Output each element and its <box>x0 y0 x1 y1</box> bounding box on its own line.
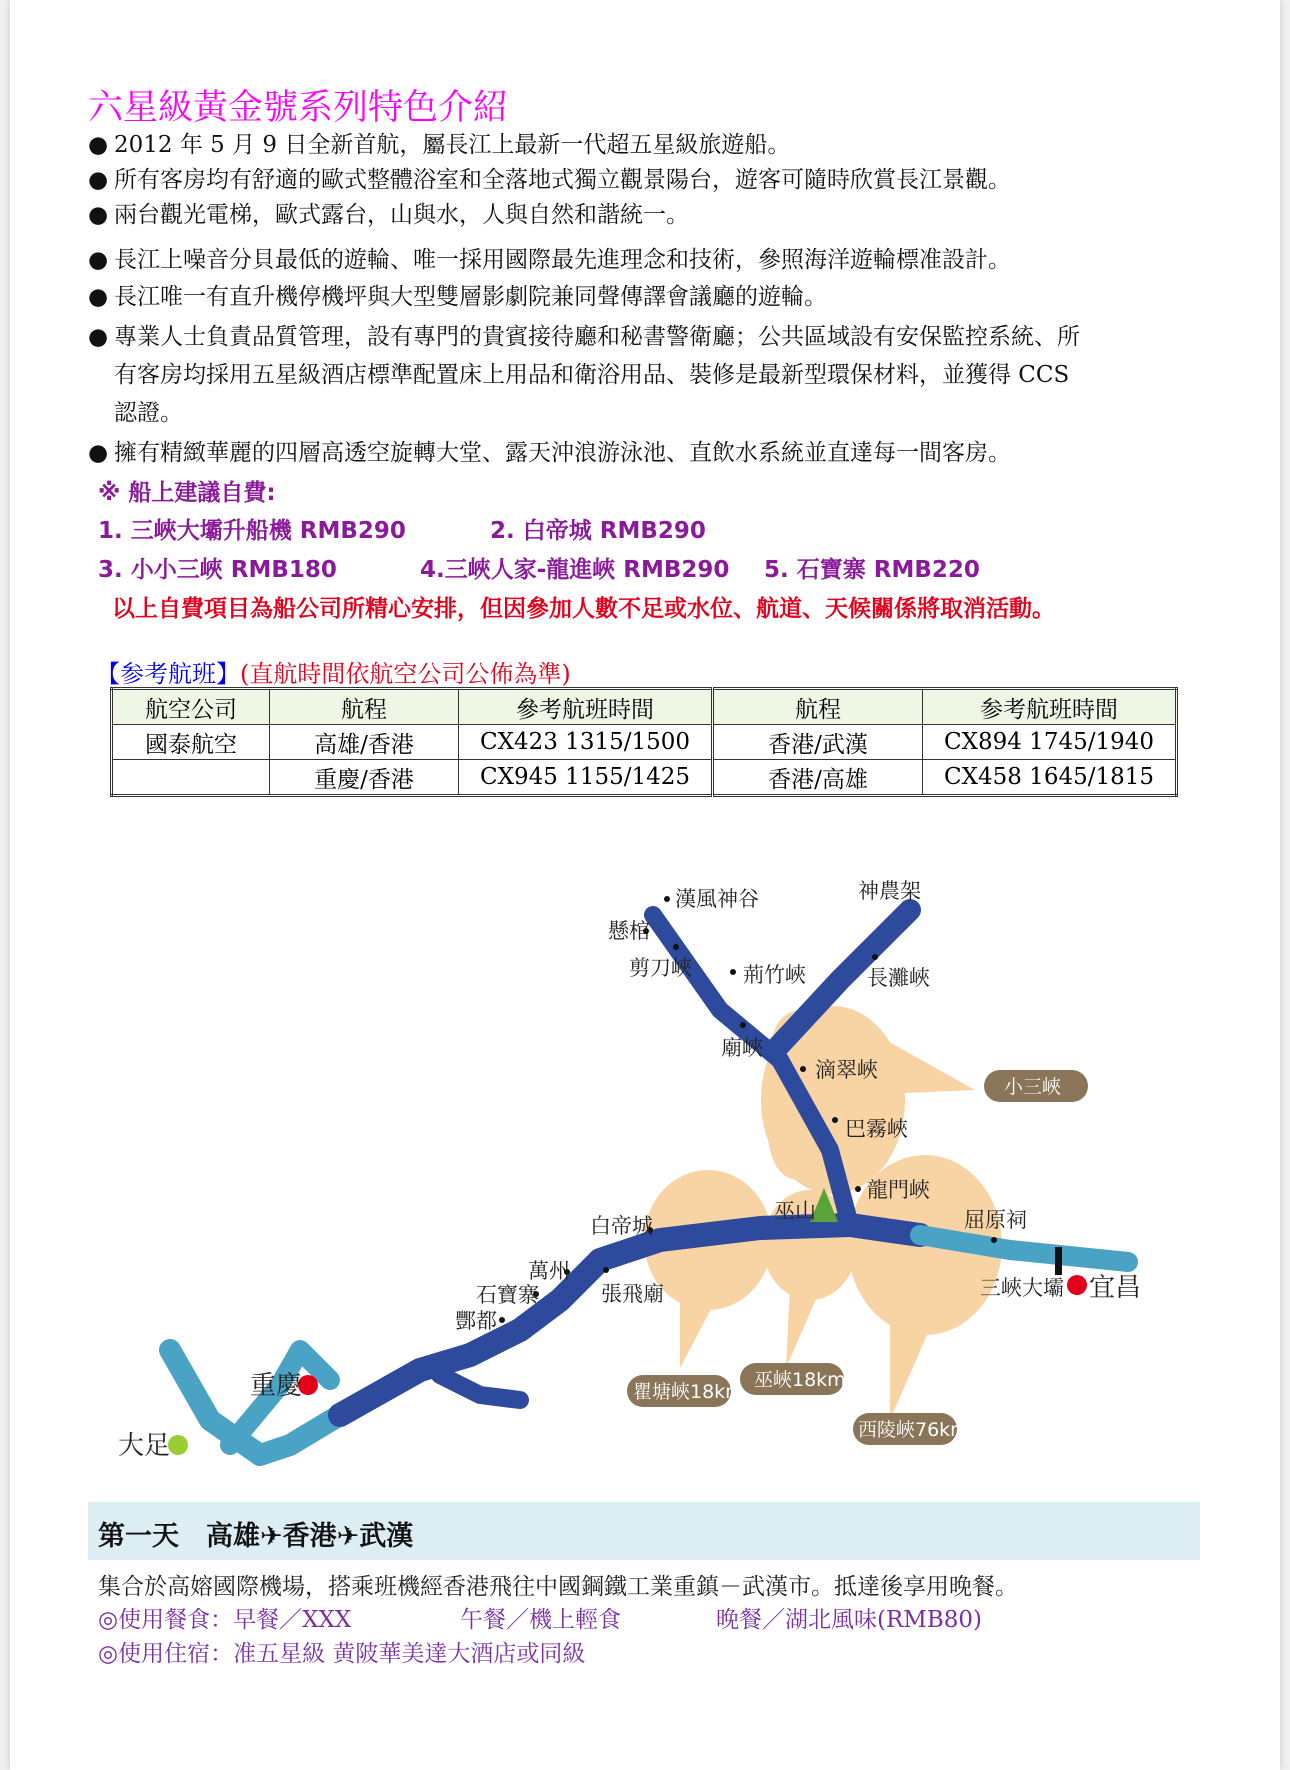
flights-heading: 【参考航班】(直航時間依航空公司公佈為準) <box>96 660 571 688</box>
table-cell: 國泰航空 <box>112 725 270 760</box>
place-dot <box>603 1267 609 1273</box>
table-cell: 香港/高雄 <box>713 760 923 796</box>
day-description: 集合於高嫆國際機場，搭乘班機經香港飛往中國鋼鐵工業重鎮－武漢市。抵達後享用晚餐。 <box>98 1574 1018 1600</box>
feature-bullet: ● 擁有精緻華麗的四層高透空旋轉大堂、露天沖浪游泳池、直飲水系統並直達每一間客房。 <box>88 440 1011 466</box>
place-label: 宜昌 <box>1089 1273 1142 1303</box>
xiling-bubble-tail <box>890 1320 930 1420</box>
place-label: 巴霧峽 <box>845 1117 908 1141</box>
place-label: 屈原祠 <box>964 1208 1027 1232</box>
table-header-row <box>112 689 1177 725</box>
yichang-city-marker <box>1067 1275 1087 1295</box>
feature-bullet: ● 2012 年 5 月 9 日全新首航，屬長江上最新一代超五星級旅遊船。 <box>88 132 791 158</box>
wu-gorge-bubble-tail <box>786 1285 820 1368</box>
dam-marker <box>1055 1247 1062 1275</box>
optional-tour-item: 2. 白帝城 RMB290 <box>490 518 706 544</box>
place-dot <box>855 1186 861 1192</box>
place-label: 懸棺 <box>608 919 650 943</box>
place-label: 大足 <box>118 1431 171 1461</box>
feature-bullet-continued: 有客房均採用五星級酒店標準配置床上用品和衛浴用品、裝修是最新型環保材料，並獲得 CCS <box>114 362 1070 388</box>
badge-label: 小三峽 <box>1004 1076 1062 1098</box>
table-cell: 高雄/香港 <box>270 725 459 760</box>
hotel-line: ◎使用住宿：准五星級 黄陂華美達大酒店或同級 <box>98 1641 586 1667</box>
place-label: 三峽大壩 <box>980 1276 1064 1300</box>
table-header: 航空公司 <box>112 689 270 725</box>
place-label: 滴翠峽 <box>815 1058 878 1082</box>
table-header: 航程 <box>713 689 923 725</box>
yangtze-river-map <box>0 850 1290 1490</box>
river-branch-dark <box>440 1375 520 1400</box>
place-label: 神農架 <box>858 879 921 903</box>
table-cell: CX458 1645/1815 <box>923 760 1177 796</box>
table-cell: CX945 1155/1425 <box>459 760 713 796</box>
place-label: 張飛廟 <box>601 1282 664 1306</box>
feature-bullet: ● 兩台觀光電梯，歐式露台，山與水，人與自然和諧統一。 <box>88 202 689 228</box>
day-title: 第一天 高雄✈香港✈武漢 <box>98 1521 414 1552</box>
place-label: 巫山 <box>774 1199 816 1223</box>
page-title: 六星級黃金號系列特色介紹 <box>88 88 509 128</box>
feature-bullet: ● 長江唯一有直升機停機坪與大型雙層影劇院兼同聲傳譯會議廳的遊輪。 <box>88 284 827 310</box>
place-dot <box>664 896 670 902</box>
dazu-city-marker <box>168 1435 188 1455</box>
place-dot <box>730 969 736 975</box>
place-dot <box>499 1317 505 1323</box>
place-label: 萬州 <box>528 1259 570 1283</box>
place-label: 荊竹峽 <box>743 963 806 987</box>
badge-label: 巫峽18km <box>754 1369 846 1391</box>
optional-tours-heading: ※ 船上建議自費: <box>98 480 276 506</box>
optional-tour-item: 5. 石寶寨 RMB220 <box>764 557 980 583</box>
place-label: 重慶 <box>250 1371 303 1401</box>
table-cell: 重慶/香港 <box>270 760 459 796</box>
feature-bullet-continued: 認證。 <box>114 400 183 426</box>
place-label: 長灘峽 <box>867 966 930 990</box>
table-cell <box>112 760 270 796</box>
optional-tour-item: 1. 三峽大壩升船機 RMB290 <box>98 518 406 544</box>
meals-line: ◎使用餐食：早餐／XXX <box>98 1607 352 1633</box>
badge-label: 西陵峽76km <box>858 1419 969 1441</box>
table-row <box>112 760 1177 796</box>
table-row <box>112 725 1177 760</box>
table-header: 航程 <box>270 689 459 725</box>
place-dot <box>800 1066 806 1072</box>
river-system <box>170 910 1128 1455</box>
place-label: 石寶寨 <box>476 1283 539 1307</box>
qutang-bubble-tail <box>680 1290 720 1368</box>
feature-bullet: ● 專業人士負責品質管理，設有專門的貴賓接待廳和秘書警衛廳；公共區域設有安保監控系統、所 <box>88 324 1080 350</box>
badge-label: 瞿塘峽18km <box>633 1381 744 1403</box>
place-label: 漢風神谷 <box>675 887 759 911</box>
feature-bullet: ● 所有客房均有舒適的歐式整體浴室和全落地式獨立觀景陽台，遊客可隨時欣賞長江景觀。 <box>88 167 1011 193</box>
place-label: 白帝城 <box>590 1214 653 1238</box>
table-header: 參考航班時間 <box>459 689 713 725</box>
optional-tours-note: 以上自費項目為船公司所精心安排，但因參加人數不足或水位、航道、天候關係將取消活動。 <box>112 596 1055 622</box>
place-label: 酆都 <box>455 1309 497 1333</box>
table-header: 参考航班時間 <box>923 689 1177 725</box>
place-dot <box>991 1237 997 1243</box>
place-dot <box>673 944 679 950</box>
flights-table <box>110 687 1178 797</box>
place-label: 龍門峽 <box>867 1178 930 1202</box>
meals-lunch: 午餐／機上輕食 <box>460 1607 621 1633</box>
optional-tour-item: 4.三峽人家-龍進峽 RMB290 <box>420 557 730 583</box>
place-labels <box>118 879 1141 1461</box>
meals-dinner: 晚餐／湖北風味(RMB80) <box>716 1607 982 1633</box>
feature-bullet: ● 長江上噪音分貝最低的遊輪、唯一採用國際最先進理念和技術，參照海洋遊輪標准設計。 <box>88 247 1011 273</box>
table-cell: 香港/武漢 <box>713 725 923 760</box>
optional-tour-item: 3. 小小三峽 RMB180 <box>98 557 337 583</box>
table-cell: CX423 1315/1500 <box>459 725 713 760</box>
place-dot <box>740 1022 746 1028</box>
place-label: 廟峽 <box>721 1036 763 1060</box>
place-dot <box>832 1117 838 1123</box>
place-dot <box>872 954 878 960</box>
table-cell: CX894 1745/1940 <box>923 725 1177 760</box>
place-label: 剪刀峽 <box>629 956 692 980</box>
